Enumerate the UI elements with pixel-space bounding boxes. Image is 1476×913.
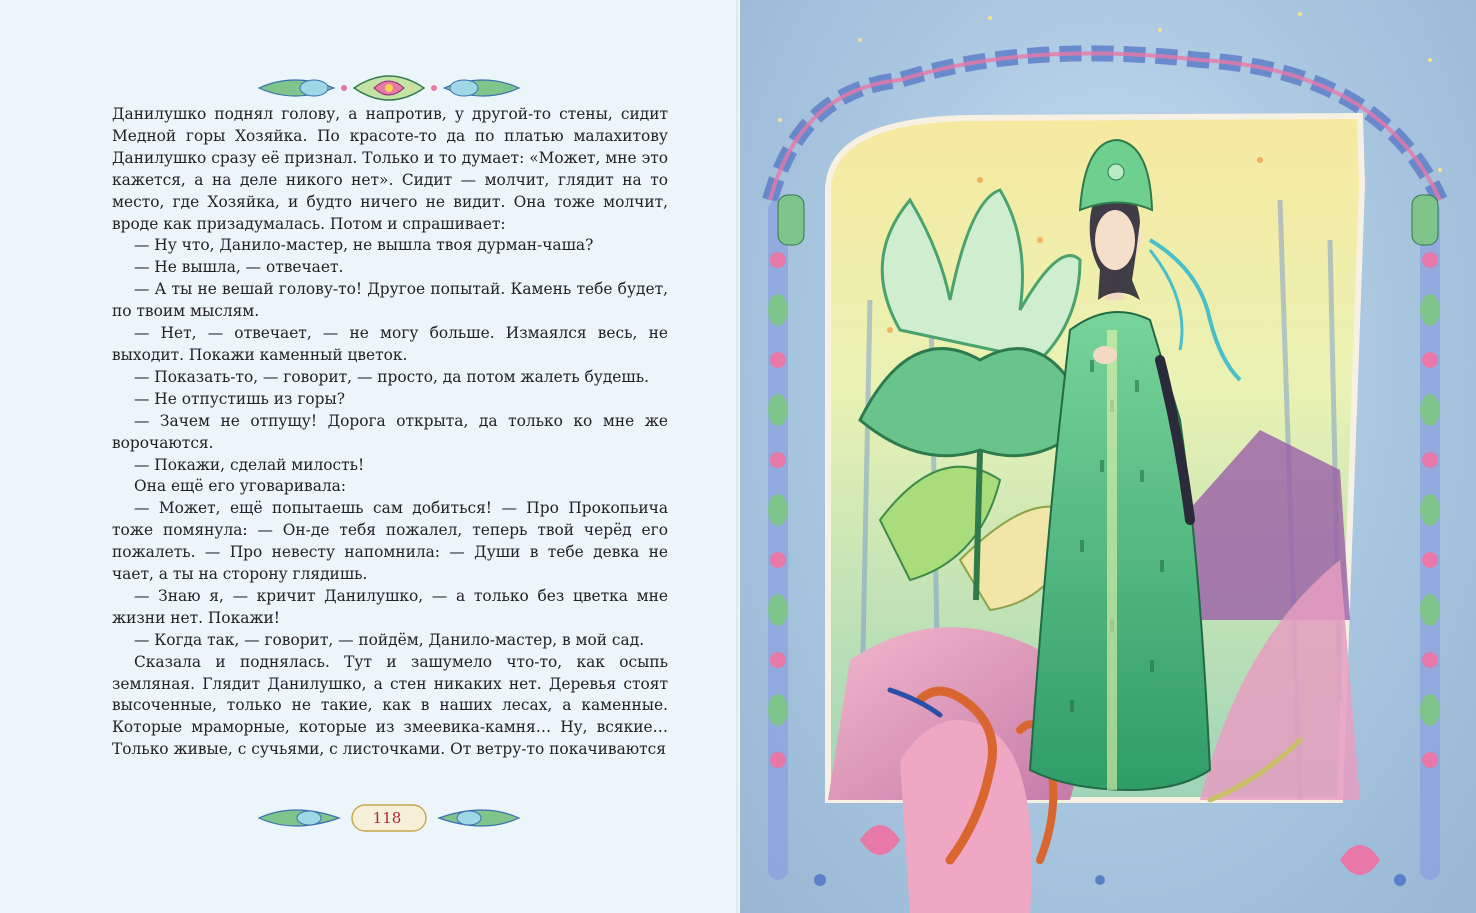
right-page [740,0,1476,913]
paragraph: Она ещё его уговаривала: [134,477,347,496]
top-ornament [254,70,524,106]
paragraph: — Покажи, сделай милость! [134,455,365,474]
left-page [0,0,736,913]
paragraph: — Ну что, Данило-мастер, не вышла твоя дурман-чаша? [134,236,594,255]
paragraph: — Не отпустишь из горы? [134,389,345,408]
paragraph: Данилушко поднял голову, а напротив, у другой-то стены, сидит Медной горы Хозяйка. По красоте-то да по платью малахитову Данилушко сразу её признал. Только и то думает: «Может, мне это кажется, а на деле никого нет». Сидит — молчит, глядит на то место, где Хозяйка, и будто ничего не видит. Она тоже молчит, вроде как призадумалась. Потом и спрашивает: [112,105,668,233]
paragraph: Сказала и поднялась. Тут и зашумело что-то, как осыпь земляная. Глядит Данилушко, а стен никаких нет. Деревья стоят высоченные, только не такие, как в наших лесах, а каменные. Которые мраморные, которые из змеевика-камня… Ну, всякие… Только живые, с сучьями, с листочками. От ветру-то покачиваются [112,652,668,759]
paragraph: — Знаю я, — кричит Данилушко, — а только без цветка мне жизни нет. Покажи! [112,586,668,627]
left-border-column [768,200,788,880]
story-text [112,104,668,761]
paragraph: — Может, ещё попытаешь сам добиться! — Про Прокопьича тоже помянула: — Он-де тебя пожалел, теперь твой черёд его пожалеть. — Про невесту напомнила: — Души в тебе девка не чает, а ты на сторону глядишь. [112,499,668,584]
paragraph: — Нет, — отвечает, — не могу больше. Измаялся весь, не выходит. Покажи каменный цветок. [112,324,668,364]
illustration [740,0,1476,913]
paragraph: — Показать-то, — говорит, — просто, да потом жалеть будешь. [134,367,649,386]
paragraph: — Не вышла, — отвечает. [134,258,344,277]
paragraph: — Зачем не отпущу! Дорога открыта, да только ко мне же ворочаются. [112,411,668,452]
right-border-column [1420,200,1440,880]
paragraph: — Когда так, — говорит, — пойдём, Данило-мастер, в мой сад. [134,630,645,649]
paragraph: — А ты не вешай голову-то! Другое попытай. Камень тебе будет, по твоим мыслям. [112,280,668,321]
page-number: 118 [372,809,402,827]
